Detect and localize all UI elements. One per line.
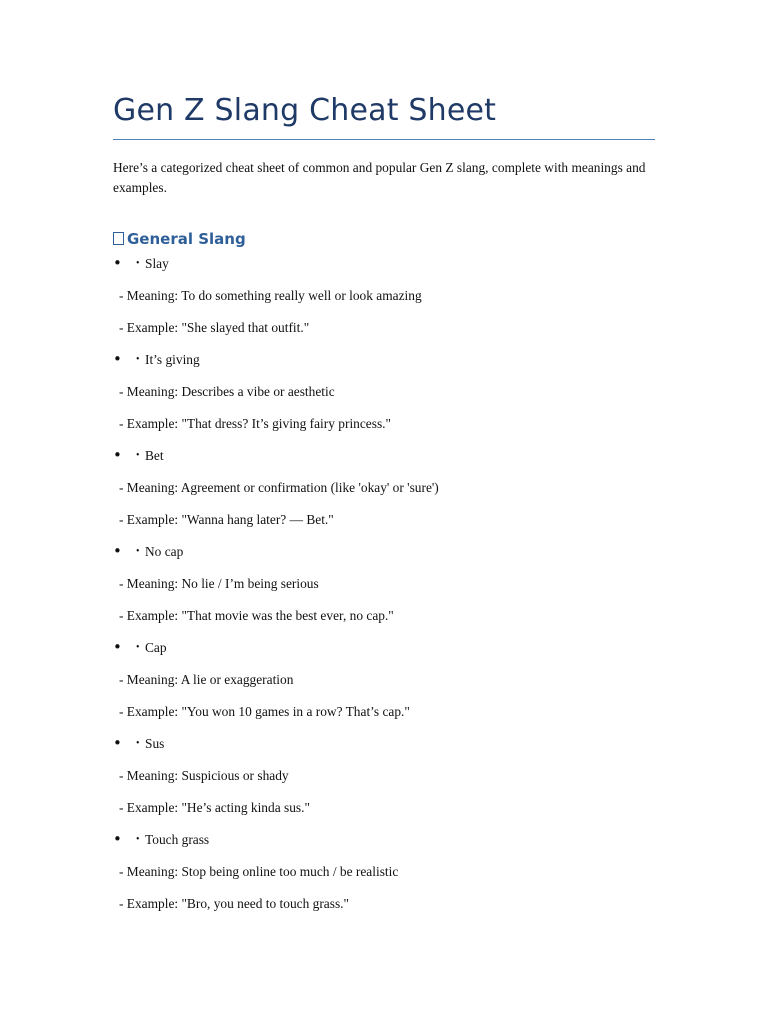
slang-meaning: - Meaning: Stop being online too much / be realistic	[119, 864, 399, 879]
slang-term: Bet	[145, 448, 164, 463]
slang-meaning: - Meaning: Suspicious or shady	[119, 768, 289, 783]
slang-meaning: - Meaning: No lie / I’m being serious	[119, 576, 319, 591]
inner-bullet-icon: •	[136, 834, 140, 845]
bullet-icon: •	[113, 350, 122, 368]
bullet-icon: •	[113, 446, 122, 464]
title-underline	[113, 139, 655, 140]
missing-emoji-icon	[113, 232, 124, 245]
slang-term: Slay	[145, 256, 169, 271]
intro-paragraph: Here’s a categorized cheat sheet of common and popular Gen Z slang, complete with meanings and examples.	[113, 160, 646, 195]
slang-example: - Example: "You won 10 games in a row? That’s cap."	[119, 704, 410, 719]
inner-bullet-icon: •	[136, 738, 140, 749]
slang-term: Touch grass	[145, 832, 210, 847]
slang-meaning: - Meaning: A lie or exaggeration	[119, 672, 294, 687]
slang-term: Cap	[145, 640, 167, 655]
slang-term: Sus	[145, 736, 165, 751]
slang-example: - Example: "That movie was the best ever, no cap."	[119, 608, 394, 623]
inner-bullet-icon: •	[136, 354, 140, 365]
slang-example: - Example: "Wanna hang later? — Bet."	[119, 512, 334, 527]
slang-meaning: - Meaning: Agreement or confirmation (like 'okay' or 'sure')	[119, 480, 439, 495]
inner-bullet-icon: •	[136, 258, 140, 269]
bullet-icon: •	[113, 254, 122, 272]
slang-example: - Example: "She slayed that outfit."	[119, 320, 310, 335]
inner-bullet-icon: •	[136, 546, 140, 557]
slang-example: - Example: "He’s acting kinda sus."	[119, 800, 310, 815]
slang-meaning: - Meaning: To do something really well or look amazing	[119, 288, 422, 303]
slang-meaning: - Meaning: Describes a vibe or aesthetic	[119, 384, 335, 399]
slang-term: It’s giving	[145, 352, 200, 367]
slang-example: - Example: "That dress? It’s giving fairy princess."	[119, 416, 391, 431]
bullet-icon: •	[113, 734, 122, 752]
bullet-icon: •	[113, 830, 122, 848]
slang-example: - Example: "Bro, you need to touch grass."	[119, 896, 349, 911]
inner-bullet-icon: •	[136, 450, 140, 461]
inner-bullet-icon: •	[136, 642, 140, 653]
slang-term: No cap	[145, 544, 184, 559]
bullet-icon: •	[113, 542, 122, 560]
section-heading	[113, 230, 246, 248]
bullet-icon: •	[113, 638, 122, 656]
section-heading-text: General Slang	[127, 230, 246, 248]
page-title: Gen Z Slang Cheat Sheet	[113, 93, 497, 128]
